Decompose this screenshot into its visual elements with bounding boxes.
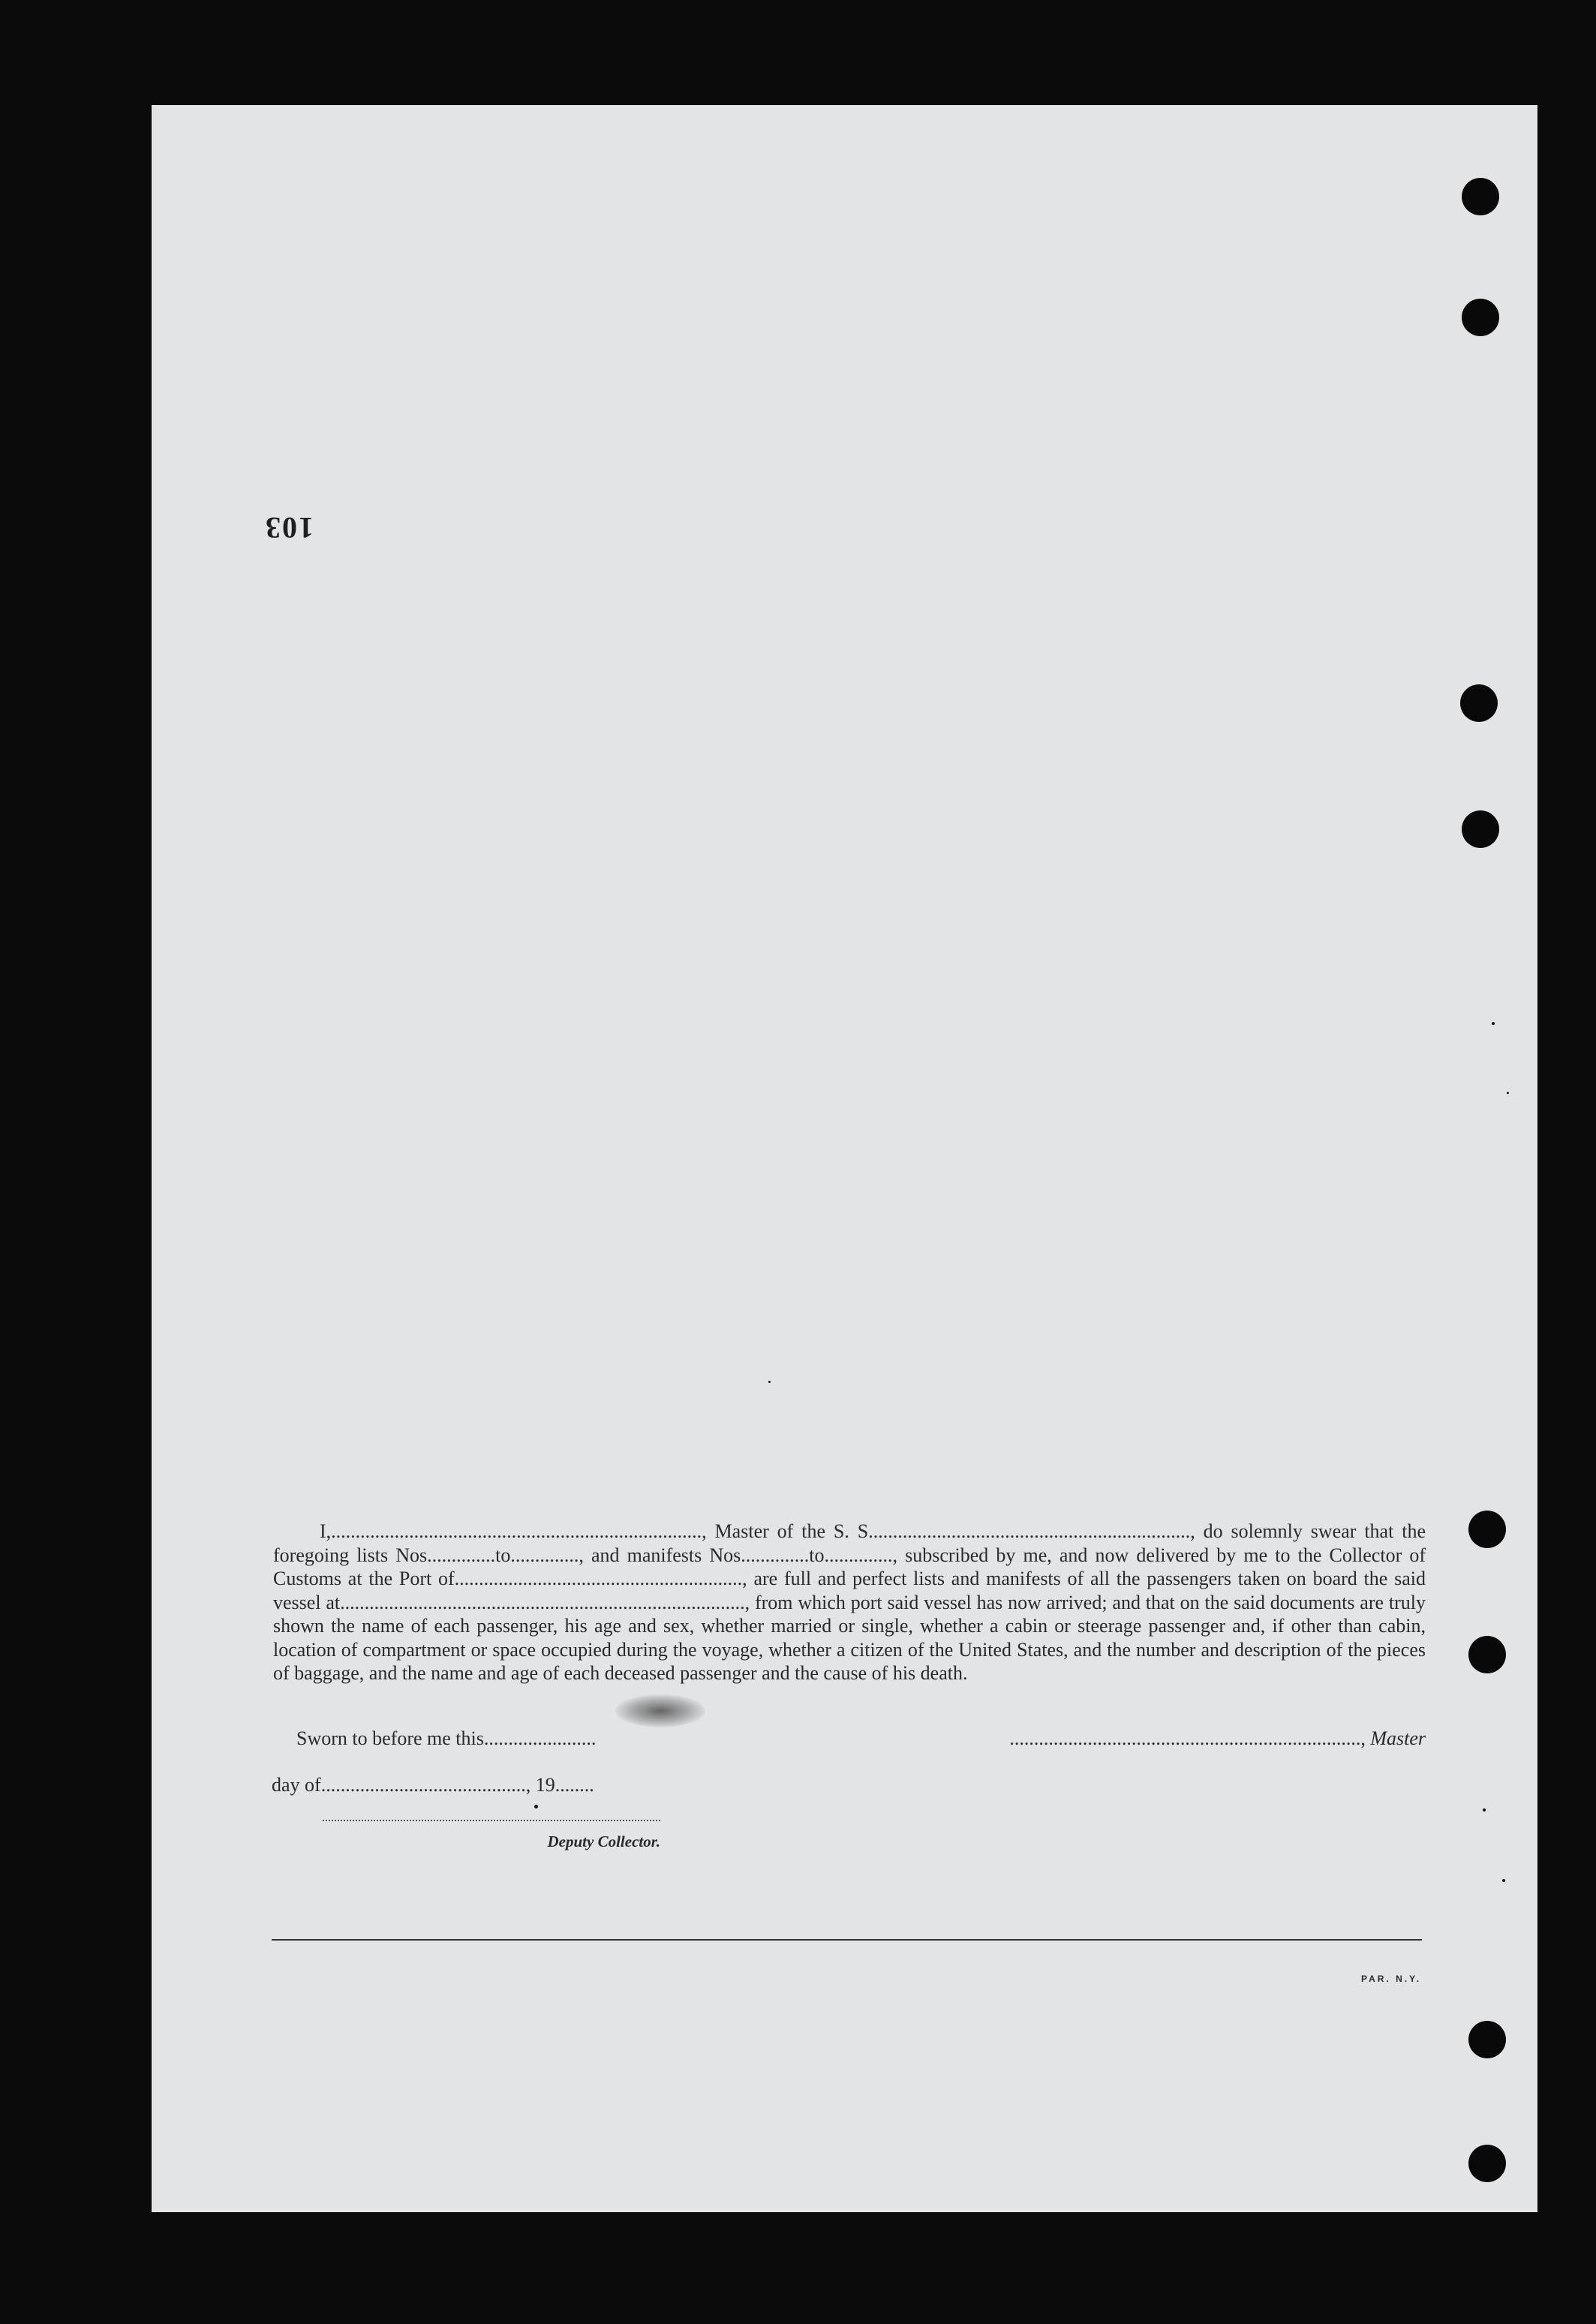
dust-speck	[1507, 1092, 1509, 1094]
binder-hole	[1462, 299, 1499, 336]
dust-speck	[1492, 1022, 1495, 1025]
master-signature-line	[947, 1727, 1426, 1750]
binder-hole	[1468, 2021, 1506, 2058]
manifest-page-back	[152, 105, 1537, 2212]
deputy-collector-label: Deputy Collector.	[547, 1832, 660, 1850]
dust-speck	[768, 1381, 771, 1383]
sworn-before-line: Sworn to before me this.......................	[296, 1727, 597, 1749]
oath-of-master	[273, 1520, 1426, 1685]
binder-hole	[1462, 178, 1499, 215]
dust-speck	[534, 1805, 538, 1808]
binder-hole	[1468, 1511, 1506, 1548]
oath-paragraph: I,............................................................................, Master of the S. S.................................................................., do solemnly swear that the foregoing lists Nos..............to.............., and manifests Nos..............to.............., subscribed by me, and now delivered by me to the Collector of Customs at the Port of..........................................................., are full and perfect lists and manifests of all the passengers taken on board the said vessel at..................................................................................., from which port said vessel has now arrived; and that on the said documents are truly shown the name of each passenger, his age and sex, whether married or single, whether a cabin or steerage passenger and, if other than cabin, location of compartment or space occupied during the voyage, whether a citizen of the United States, and the number and description of the pieces of baggage, and the name and age of each deceased passenger and the cause of his death.	[273, 1520, 1426, 1684]
binder-hole	[1462, 810, 1499, 848]
master-signature-dots: ........................................................................,	[1009, 1727, 1366, 1749]
stamped-page-number: 103	[264, 511, 314, 545]
binder-hole	[1468, 1636, 1506, 1673]
horizontal-rule	[272, 1939, 1422, 1941]
dust-speck	[1502, 1879, 1505, 1882]
binder-hole	[1460, 684, 1498, 722]
dust-speck	[1483, 1808, 1486, 1811]
day-date-line: day of.........................................., 19........	[272, 1774, 594, 1796]
master-label: Master	[1370, 1727, 1426, 1749]
deputy-signature-line	[323, 1820, 660, 1821]
ink-smudge	[615, 1694, 705, 1727]
printer-mark: PAR. N.Y.	[1361, 1974, 1422, 1984]
binder-hole	[1468, 2145, 1506, 2182]
